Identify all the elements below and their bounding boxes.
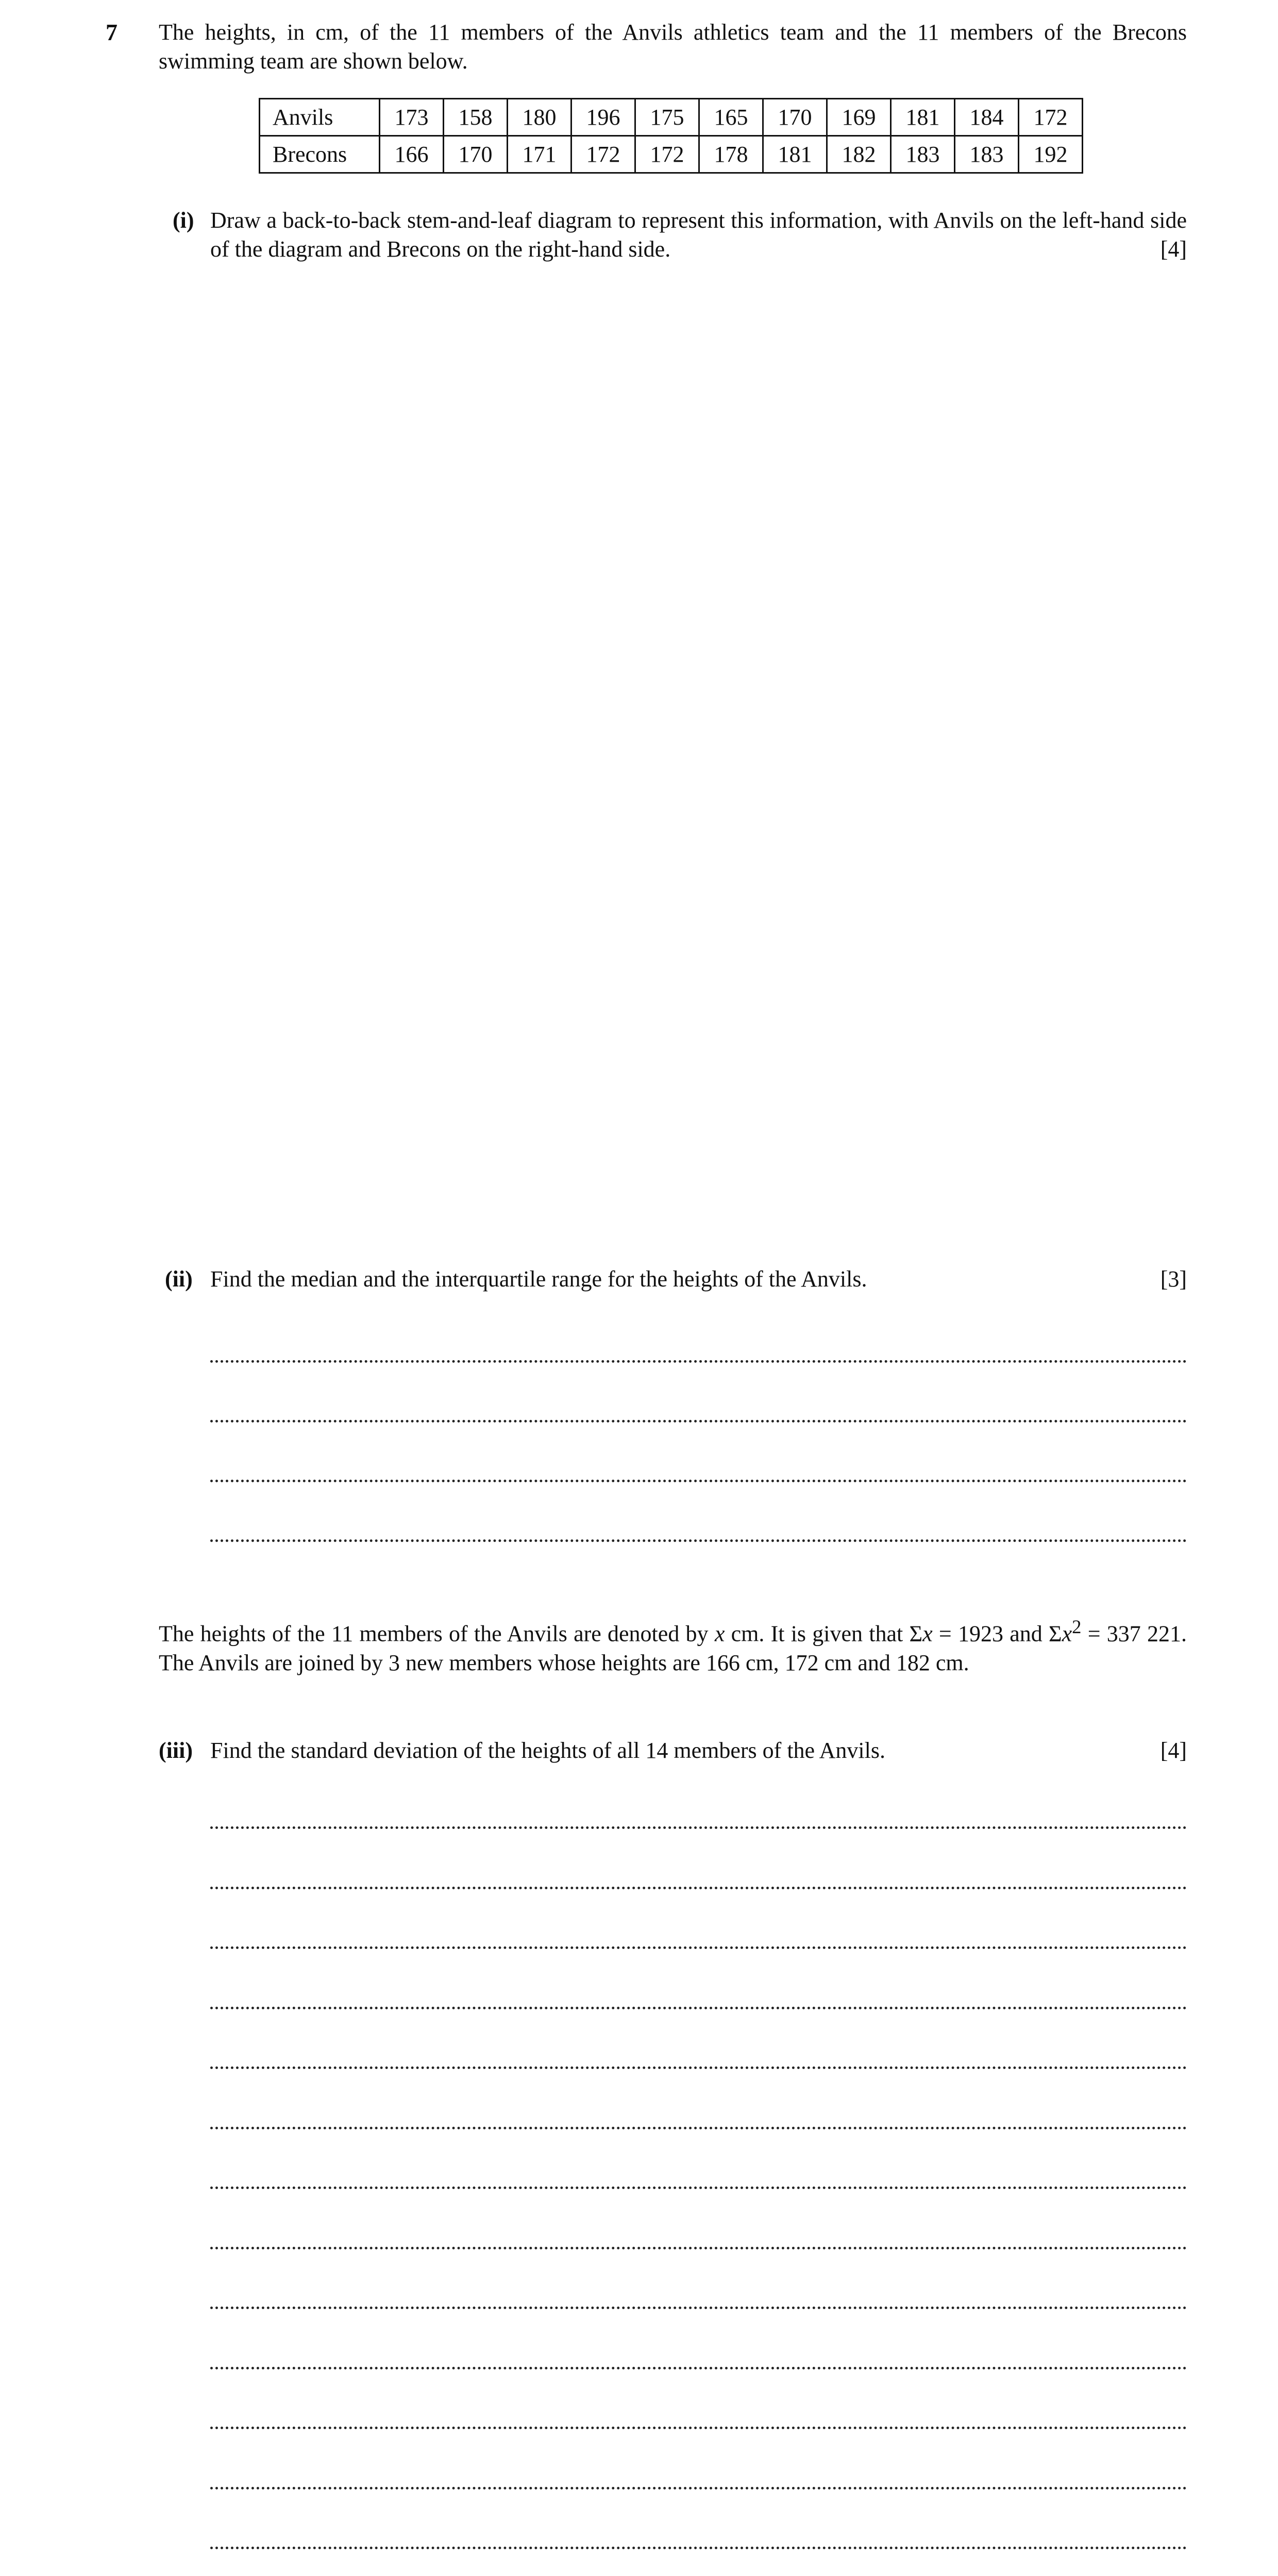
- stem-and-leaf-answer-space[interactable]: [159, 289, 1187, 1247]
- info-paragraph: [159, 1613, 1187, 1677]
- answer-line[interactable]: [210, 1887, 1187, 1889]
- row-header-anvils: Anvils: [260, 99, 380, 136]
- table-cell: 170: [763, 99, 827, 136]
- part-iii-label: (iii): [159, 1738, 193, 1763]
- answer-line[interactable]: [210, 2247, 1187, 2249]
- part-i-label: (i): [173, 208, 194, 233]
- table-cell: 166: [380, 136, 444, 173]
- answer-line[interactable]: [210, 2487, 1187, 2489]
- info-variable: x: [714, 1621, 725, 1647]
- table-cell: 183: [891, 136, 955, 173]
- answer-line[interactable]: [210, 1826, 1187, 1829]
- answer-line[interactable]: [210, 1360, 1187, 1363]
- heights-table: [259, 98, 1083, 174]
- question-intro: The heights, in cm, of the 11 members of the Anvils athletics team and the 11 members of the Brecons swimming team are shown below.: [159, 20, 1187, 74]
- table-cell: 196: [571, 99, 635, 136]
- table-cell: 173: [380, 99, 444, 136]
- answer-line[interactable]: [210, 2307, 1187, 2309]
- info-variable: x: [1062, 1621, 1072, 1647]
- answer-line[interactable]: [210, 2127, 1187, 2129]
- table-cell: 181: [891, 99, 955, 136]
- part-ii-label: (ii): [165, 1266, 193, 1292]
- part-i-text: Draw a back-to-back stem-and-leaf diagram to represent this information, with Anvils on the left-hand side of the diagram and Brecons on the right-hand side.: [210, 208, 1187, 262]
- info-superscript: 2: [1072, 1616, 1082, 1637]
- table-cell: 182: [827, 136, 891, 173]
- part-iii-marks: [4]: [1160, 1738, 1187, 1763]
- info-text-2: cm. It is given that Σ: [725, 1621, 923, 1647]
- question-number: 7: [106, 19, 117, 45]
- answer-line[interactable]: [210, 1539, 1187, 1542]
- row-header-brecons: Brecons: [260, 136, 380, 173]
- table-row-brecons: [260, 136, 1083, 173]
- table-cell: 165: [699, 99, 763, 136]
- info-variable: x: [922, 1621, 933, 1647]
- table-cell: 178: [699, 136, 763, 173]
- answer-line[interactable]: [210, 2547, 1187, 2549]
- part-ii-marks: [3]: [1160, 1266, 1187, 1292]
- table-cell: 175: [635, 99, 699, 136]
- answer-line[interactable]: [210, 2066, 1187, 2069]
- table-cell: 180: [508, 99, 571, 136]
- table-cell: 171: [508, 136, 571, 173]
- table-cell: 172: [571, 136, 635, 173]
- part-ii-text: Find the median and the interquartile range for the heights of the Anvils.: [210, 1266, 867, 1292]
- table-cell: 172: [635, 136, 699, 173]
- table-row-anvils: [260, 99, 1083, 136]
- answer-line[interactable]: [210, 2427, 1187, 2429]
- part-i-marks: [4]: [1160, 236, 1187, 262]
- table-cell: 170: [444, 136, 508, 173]
- table-cell: 183: [955, 136, 1019, 173]
- table-cell: 184: [955, 99, 1019, 136]
- answer-line[interactable]: [210, 1946, 1187, 1949]
- table-cell: 181: [763, 136, 827, 173]
- table-cell: 158: [444, 99, 508, 136]
- table-cell: 172: [1019, 99, 1083, 136]
- answer-line[interactable]: [210, 2007, 1187, 2009]
- info-text-1: The heights of the 11 members of the Anvils are denoted by: [159, 1621, 715, 1647]
- part-iii-text: Find the standard deviation of the heights of all 14 members of the Anvils.: [210, 1738, 885, 1763]
- table-cell: 192: [1019, 136, 1083, 173]
- answer-line[interactable]: [210, 1480, 1187, 1482]
- info-text-4: = 337 221. The Anvils are joined by 3 new members whose heights are 166 cm, 172 cm and 182 cm.: [159, 1621, 1187, 1675]
- answer-line[interactable]: [210, 1420, 1187, 1422]
- answer-line[interactable]: [210, 2367, 1187, 2369]
- info-text-3: = 1923 and Σ: [932, 1621, 1062, 1647]
- answer-line[interactable]: [210, 2187, 1187, 2189]
- table-cell: 169: [827, 99, 891, 136]
